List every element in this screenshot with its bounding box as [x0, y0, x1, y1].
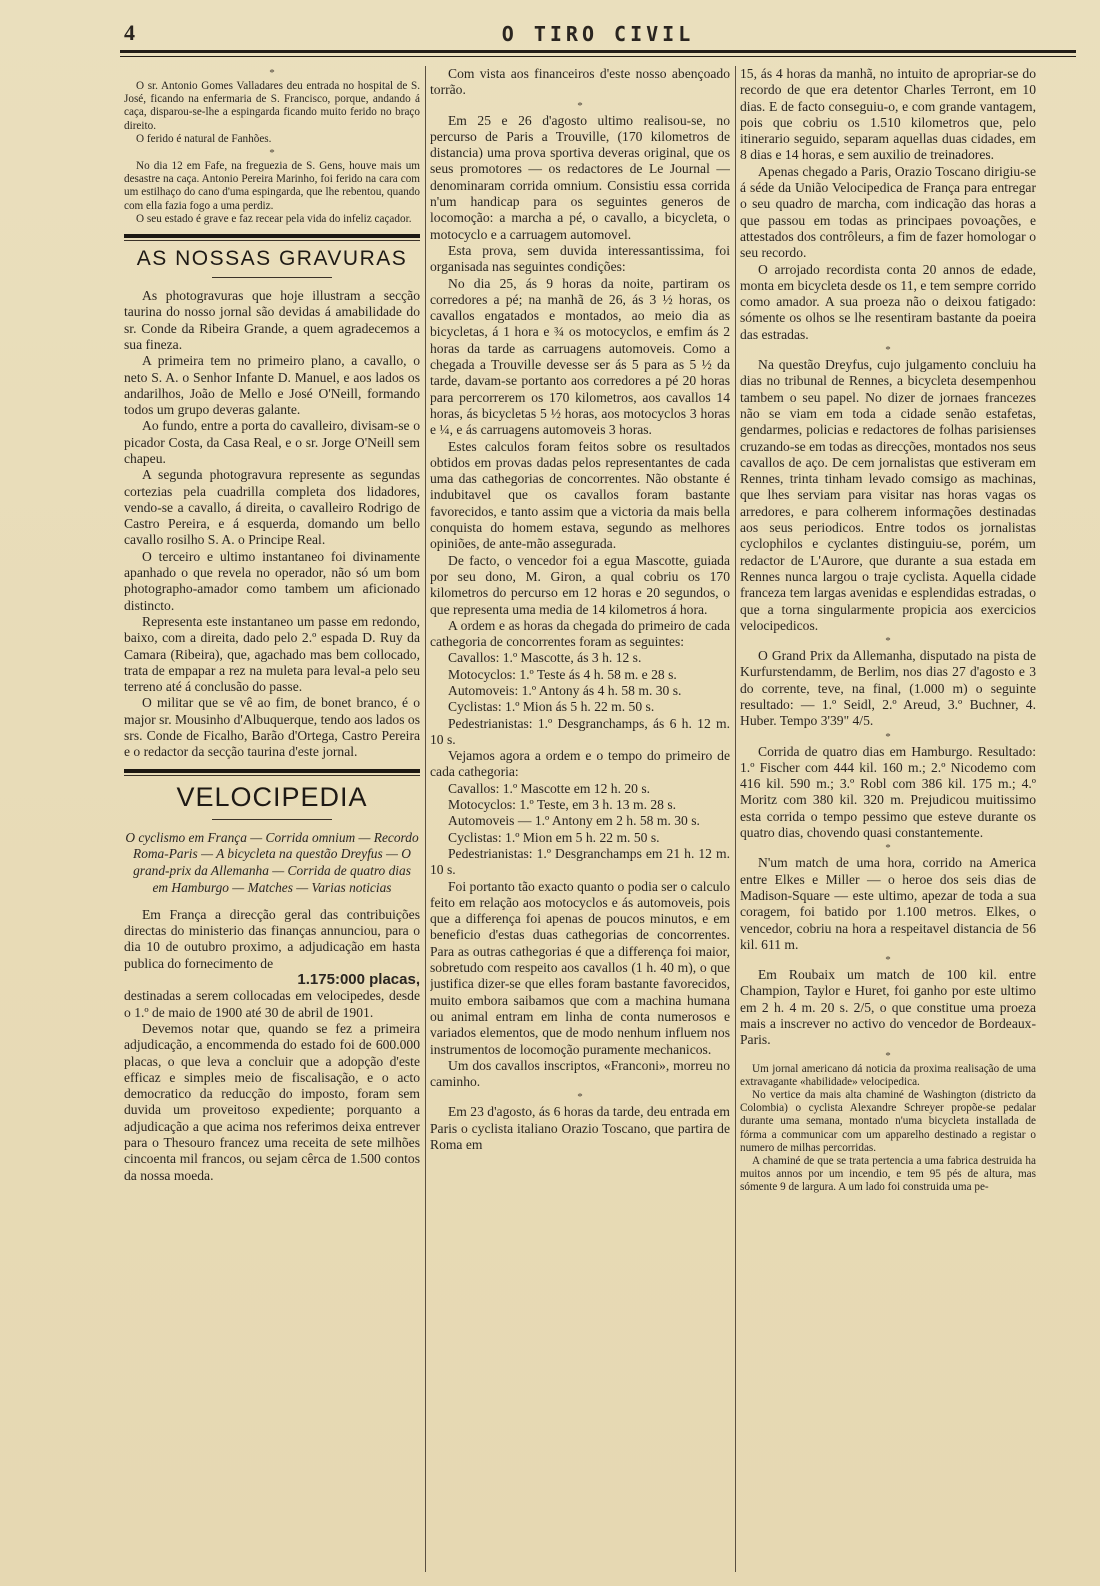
article-paragraph: Corrida de quatro dias em Hamburgo. Resultado: 1.º Fischer com 444 kil. 160 m.; 2.º Nicodemo com 416 kil. 590 m.; 3.º Robl com 386 kil. 175 m.; 4.º Moritz com 380 kil. 320 m. Prejudicou muitissimo esta corrida o tempo pessimo que esteve durante os quatro dias, chovendo quasi constantemente. [740, 743, 1036, 841]
article-paragraph: Em França a direcção geral das contribuições directas do ministerio das finanças annunciou, para o dia 10 de outubro proximo, a adjudicação em hasta publica do fornecimento de [124, 906, 420, 971]
section-separator-asterisk: * [577, 99, 583, 112]
section-rule-thick [124, 234, 420, 238]
section-separator-asterisk: * [577, 1091, 583, 1104]
masthead-title: O TIRO CIVIL [501, 22, 695, 46]
page-number: 4 [124, 20, 136, 45]
article-paragraph: Devemos notar que, quando se fez a primeira adjudicação, a encommenda do estado foi de 600.000 placas, o que leva a concluir que a adopção d'este efficaz e simples meio de fiscalisação, e o acto democratico da reducção do imposto, foram sem duvida um proveitoso expediente; porquanto a adjudicação a que acima nos referimos deixa entrever para o Thesouro francez uma receita de sete milhões cincoenta mil francos, ou sejam cêrca de 1.500 contos da nossa moeda. [124, 1020, 420, 1183]
article-paragraph: Estes calculos foram feitos sobre os resultados obtidos em provas dadas pelos representantes de cada uma das cathegorias de concorrentes. Não obstante é indubitavel que os cavallos foram bastante favorecidos, e tanto assim que a victoria da mais bella conquista do homem estava, segundo as melhores opiniões, de ante-mão assegurada. [430, 438, 730, 552]
column-divider [735, 66, 736, 1572]
section-separator-asterisk: * [885, 954, 891, 967]
article-paragraph: Na questão Dreyfus, cujo julgamento concluiu ha dias no tribunal de Rennes, a bicycleta desempenhou tambem o seu papel. No dizer de jornaes francezes não se viam em toda a cidade senão estafetas, gendarmes, policias e redactores de folhas parisienses cruzando-se em todas as direcções, montados nos seus cavallos de aço. De cem jornalistas que estiveram em Rennes, trinta tinham levado comsigo as machinas, que lhes serviam para visitar nas horas vagas os arredores, e para colherem informações destinadas aos seus periodicos. Entre todos os jornalistas cyclophilos e cyclantes distinguiu-se, porém, um redactor de L'Aurore, que durante a sua estada em Rennes nunca largou o traje cyclista. Aquella cidade franceza tem largas avenidas e esplendidas estradas, o que a torna singularmente propicia aos exercicios velocipedicos. [740, 357, 1036, 633]
article-paragraph: N'um match de uma hora, corrido na America entre Elkes e Miller — o heroe dos seis dias de Madison-Square — este ultimo, apezar de toda a sua coragem, foi batido por 1.100 metros. Elkes, o vencedor, cobriu na hora a respeitavel distancia de 56 kil. 611 m. [740, 855, 1036, 952]
article-paragraph: Cavallos: 1.º Mascotte, ás 3 h. 12 s. [448, 650, 642, 666]
article-paragraph: Um dos cavallos inscriptos, «Franconi», morreu no caminho. [430, 1057, 730, 1090]
article-paragraph: Em 23 d'agosto, ás 6 horas da tarde, deu entrada em Paris o cyclista italiano Orazio Toscano, que partira de Roma em [430, 1104, 730, 1152]
heading-underline [212, 819, 332, 820]
news-brief-paragraph: No vertice da mais alta chaminé de Washington (districto da Colombia) o cyclista Alexandre Schreyer propõe-se pedalar durante uma semana, montado n'uma bicycleta installada de fórma a communicar com um apparelho destinado a registar o numero de milhas percorridas. [740, 1089, 1036, 1154]
section-separator-asterisk: * [885, 635, 891, 648]
section-separator-asterisk: * [269, 67, 275, 79]
section-heading: VELOCIPEDIA [176, 781, 368, 812]
section-rule-thick [124, 769, 420, 773]
article-paragraph: De facto, o vencedor foi a egua Mascotte, guiada por seu dono, M. Giron, a qual cobriu os 170 kilometros do percurso em 12 horas e 20 segundos, o que representa uma media de 14 kilometros á hora. [430, 552, 730, 617]
section-rule-thin [124, 775, 420, 776]
column-2 [430, 66, 730, 1576]
news-brief-paragraph: O seu estado é grave e faz recear pela vida do infeliz caçador. [136, 212, 412, 225]
article-paragraph: Vejamos agora a ordem e o tempo do primeiro de cada cathegoria: [430, 748, 730, 780]
news-brief-paragraph: No dia 12 em Fafe, na freguezia de S. Gens, houve mais um desastre na caça. Antonio Pereira Marinho, foi ferido na cara com um estilhaço do cano d'uma espingarda, que lhe rebentou, quando com ella fazia fogo a uma perdiz. [124, 160, 420, 212]
article-paragraph: Apenas chegado a Paris, Orazio Toscano dirigiu-se á séde da União Velocipedica de França para entregar o seu quadro de marcha, com indicação das horas a que passou em todas as principaes povoações, e attestados dos contrôleurs, a fim de fazer homologar o seu recordo. [740, 163, 1036, 261]
article-paragraph: A ordem e as horas da chegada do primeiro de cada cathegoria de concorrentes foram as seguintes: [430, 617, 730, 650]
section-separator-asterisk: * [269, 147, 275, 160]
article-paragraph: Motocyclos: 1.º Teste, em 3 h. 13 m. 28 s. [448, 797, 677, 813]
figure-line [124, 972, 420, 988]
section-rule-thin [124, 240, 420, 241]
article-paragraph: Cyclistas: 1.º Mion ás 5 h. 22 m. 50 s. [448, 699, 655, 715]
column-divider [425, 66, 426, 1572]
article-paragraph: O arrojado recordista conta 20 annos de edade, monta em bicycleta desde os 11, e tem sempre corrido como amador. A sua proeza não o deixou fatigado: sómente os olhos se lhe resentiram bastante da poeira das estradas. [740, 261, 1036, 342]
article-paragraph: Cyclistas: 1.º Mion em 5 h. 22 m. 50 s. [448, 829, 660, 845]
article-paragraph: Ao fundo, entre a porta do cavalleiro, divisam-se o picador Costa, da Casa Real, e o sr. Jorge O'Neill sem chapeu. [124, 418, 420, 466]
section-separator-asterisk: * [885, 1049, 891, 1062]
page-header [120, 14, 1076, 50]
section-separator-asterisk: * [885, 842, 891, 855]
article-summary: O cyclismo em França — Corrida omnium — Recordo Roma-Paris — A bicycleta na questão Dreyfus — O grand-prix da Allemanha — Corrida de quatro dias em Hamburgo — Matches — Varias noticias [125, 829, 419, 896]
news-brief-paragraph: O sr. Antonio Gomes Valladares deu entrada no hospital de S. José, ficando na enfermaria de S. Francisco, porque, andando á caça, disparou-se-lhe a espingarda ficando muito ferido no braço direito. [124, 80, 420, 132]
article-paragraph: Cavallos: 1.º Mascotte em 12 h. 20 s. [448, 780, 651, 796]
heading-underline [212, 277, 332, 278]
article-paragraph: A segunda photogravura represente as segundas cortezias pela cuadrilla completa dos lidadores, vendo-se a cavallo, á direita, o cavalleiro Rodrigo de Castro Pereira, e á esquerda, domando um bello cavallo rosilho S. A. o Principe Real. [124, 467, 420, 548]
article-paragraph: Pedestrianistas: 1.º Desgranchamps em 21 h. 12 m. 10 s. [430, 845, 730, 878]
article-paragraph: Automoveis — 1.º Antony em 2 h. 58 m. 30 s. [448, 813, 700, 829]
article-paragraph: 15, ás 4 horas da manhã, no intuito de apropriar-se do recordo de que era detentor Charles Terront, em 10 dias. E de facto conseguiu-o, e com grande vantagem, pois que cobriu os 1.510 kilometros que, pelo itinerario seguido, separam aquellas duas cidades, em 8 dias e 14 horas, e sem auxilio de treinadores. [740, 66, 1036, 163]
article-paragraph: O terceiro e ultimo instantaneo foi divinamente apanhado o que revela no operador, não só um bom photographo-amador como tambem um aficionado distincto. [124, 548, 420, 613]
section-heading: AS NOSSAS GRAVURAS [136, 247, 408, 271]
article-paragraph: Pedestrianistas: 1.º Desgranchamps, ás 6 h. 12 m. 10 s. [430, 715, 730, 747]
news-brief-paragraph: A chaminé de que se trata pertencia a uma fabrica destruida ha muitos annos por um incendio, e tem 95 pés de altura, mas sómente 9 de largura. A um lado foi construida uma pe- [740, 1155, 1036, 1194]
section-separator-asterisk: * [885, 344, 891, 357]
highlighted-figure: 1.175:000 placas, [297, 971, 420, 989]
article-paragraph: Foi portanto tão exacto quanto o podia ser o calculo feito em relação aos motocyclos e ás automoveis, pois que a differença foi apenas de poucos minutos, e em beneficio d'estas duas cathegorias de concorrentes. Para as outras cathegorias é que a differença foi maior, sobretudo com respeito aos cavallos (1 h. 40 m), o que justifica dizer-se que elles foram bastante favorecidos, muito embora saibamos que com a machina humana ou animal entram em linha de conta numerosos e variados elementos, que de modo nenhum influem nos instrumentos de locomoção puramente mechanicos. [430, 878, 730, 1057]
article-paragraph: No dia 25, ás 9 horas da noite, partiram os corredores a pé; na manhã de 26, ás 3 ½ horas, os cavallos engatados e montados, ao meio dia as bicycletas, á 1 hora e ¾ os motocyclos, e emfim ás 2 horas da tarde as carruagens automoveis. Como a chegada a Trouville devesse ser ás 5 para as 5 ½ da tarde, davam-se portanto aos corredores a pé 20 horas para percorrerem os 170 kilometros, aos cavallos 14 horas, ás bicycletas 5 ½ horas, aos motocyclos 3 horas e ¼, e ás carruagens automoveis 3 horas. [430, 275, 730, 438]
article-paragraph: Esta prova, sem duvida interessantissima, foi organisada nas seguintes condições: [430, 242, 730, 275]
column-3 [740, 66, 1036, 1576]
article-paragraph: Em Roubaix um match de 100 kil. entre Champion, Taylor e Huret, foi ganho por este ultimo em 2 h. 4 m. 20 s. 2/5, o que constitue uma proeza mais a inscrever no activo do vencedor de Bordeaux-Paris. [740, 967, 1036, 1048]
article-paragraph: O Grand Prix da Allemanha, disputado na pista de Kurfurstendamm, de Berlim, nos dias 27 d'agosto e 3 do corrente, teve, na final, (1.000 m) o seguinte resultado: — 1.º Seidl, 2.º Areud, 3.º Buchner, 4. Huber. Tempo 3'39" 4/5. [740, 648, 1036, 729]
article-paragraph: Automoveis: 1.º Antony ás 4 h. 58 m. 30 s. [448, 682, 682, 698]
article-paragraph: A primeira tem no primeiro plano, a cavallo, o neto S. A. o Senhor Infante D. Manuel, e aos lados os andarilhos, João de Mello e José O'Neill, formando todos um grupo deveras galante. [124, 353, 420, 418]
column-1 [124, 66, 420, 1576]
news-brief-paragraph: Um jornal americano dá noticia da proxima realisação de uma extravagante «habilidade» velocipedica. [740, 1062, 1036, 1088]
article-paragraph: O militar que se vê ao fim, de bonet branco, é o major sr. Mousinho d'Albuquerque, tendo aos lados os srs. Conde de Ficalho, Barão d'Ortega, Castro Pereira e o redactor da secção taurina d'este jornal. [124, 695, 420, 760]
article-paragraph: As photogravuras que hoje illustram a secção taurina do nosso jornal são devidas á amabilidade do sr. Conde da Ribeira Grande, a quem agradecemos a sua fineza. [124, 288, 420, 352]
section-separator-asterisk: * [885, 730, 891, 743]
article-paragraph: destinadas a serem collocadas em velocipedes, desde o 1.º de maio de 1900 até 30 de abril de 1901. [124, 988, 420, 1020]
header-rule-thick [120, 50, 1076, 53]
news-brief-paragraph: O ferido é natural de Fanhões. [136, 132, 272, 145]
article-paragraph: Motocyclos: 1.º Teste ás 4 h. 58 m. e 28 s. [448, 666, 677, 682]
article-paragraph: Representa este instantaneo um passe em redondo, baixo, com a direita, dado pelo 2.º espada D. Ruy da Camara (Ribeira), que, agachado mas bem collocado, trata de empapar a rez na muleta para leval-a pelo seu terreno até á conclusão do passe. [124, 613, 420, 695]
article-paragraph: Em 25 e 26 d'agosto ultimo realisou-se, no percurso de Paris a Trouville, (170 kilometros de distancia) uma prova sportiva deveras original, que os seus promotores — os redactores de Le Journal — denominaram corrida omnium. Consistiu essa corrida n'um handicap para os seguintes generos de locomoção: a marcha a pé, o cavallo, a bicycleta, o motocyclo e a carruagem automovel. [430, 112, 730, 242]
header-rule-thin [120, 56, 1076, 57]
article-paragraph: Com vista aos financeiros d'este nosso abençoado torrão. [430, 66, 730, 98]
